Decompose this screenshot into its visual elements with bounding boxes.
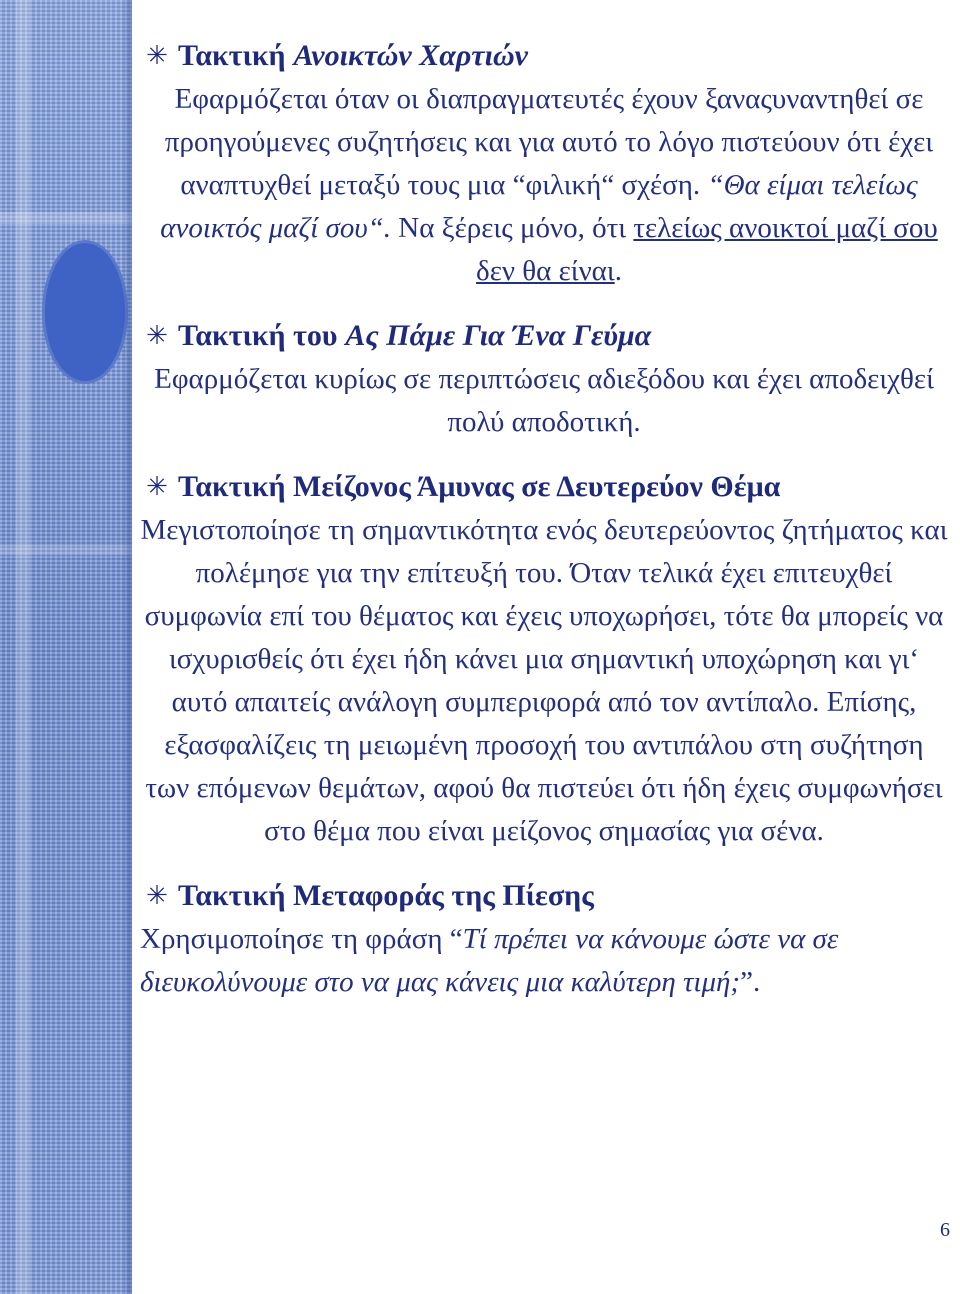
heading-title: Τακτική Μεταφοράς της Πίεσης [178,879,594,912]
body-end: ”. [740,966,761,998]
body-quote: “Θα είμαι τελείως ανοικτός μαζί σου“. [160,169,918,244]
asterisk-bullet-icon: ✳ [146,472,168,501]
section-body: Εφαρμόζεται κυρίως σε περιπτώσεις αδιεξόδου και έχει αποδειχθεί πολύ αποδοτική. [154,363,934,438]
sidebar-horizontal-stripe [0,212,132,224]
sidebar-horizontal-stripe-lower [0,545,132,555]
section-major-defense [140,465,948,853]
section-body [140,78,948,293]
page-number: 6 [940,1219,950,1241]
heading-italic: Ας Πάμε Για Ένα Γεύμα [345,319,652,352]
body-end: . [614,255,622,287]
asterisk-bullet-icon: ✳ [146,881,168,910]
body-text: Χρησιμοποίησε τη φράση “ [140,923,463,955]
sidebar-oval-ornament [42,240,128,384]
section-heading [140,314,948,358]
section-body [140,918,948,1004]
section-heading [140,874,948,918]
asterisk-bullet-icon: ✳ [146,41,168,70]
decorative-sidebar [0,0,132,1294]
heading-prefix: Τακτική του [178,319,338,352]
sidebar-edge-shadow [122,0,132,1294]
heading-title: Τακτική Μείζονος Άμυνας σε Δευτερεύον Θέμα [178,470,781,503]
body-text: Εφαρμόζεται όταν οι διαπραγματευτές έχουν ξαναςυναντηθεί σε προηγούμενες συζητήσεις και για αυτό το λόγο πιστεύουν ότι έχει αναπτυχθεί μεταξύ τους μια “φιλική“ σχέση. [164,83,934,201]
section-lunch [140,314,948,444]
section-body: Μεγιστοποίησε τη σημαντικότητα ενός δευτερεύοντος ζητήματος και πολέμησε για την επίτευξή του. Όταν τελικά έχει επιτευχθεί συμφωνία επί του θέματος και έχεις υποχωρήσει, τότε θα μπορείς να ισχυρισθείς ότι έχει ήδη κάνει μια σημαντική υποχώρηση και γι‘ αυτό απαιτείς ανάλογη συμπεριφορά από τον αντίπαλο. Επίσης, εξασφαλίζεις τη μειωμένη προσοχή του αντιπάλου στη συζήτηση των επόμενων θεμάτων, αφού θα πιστεύει ότι ήδη έχεις συμφωνήσει στο θέμα που είναι μείζονος σημασίας για σένα. [140,514,948,847]
section-pressure-transfer [140,874,948,1004]
sidebar-vertical-stripe [16,0,30,1294]
heading-italic: Ανοικτών Χαρτιών [293,39,528,72]
heading-prefix: Τακτική [178,39,286,72]
slide-content [140,34,948,1004]
section-open-cards [140,34,948,293]
body-text-2: Να ξέρεις μόνο, ότι [398,212,627,244]
asterisk-bullet-icon: ✳ [146,321,168,350]
section-heading [140,34,948,78]
body-underlined: τελείως ανοικτοί μαζί σου δεν θα είναι [476,212,938,287]
body-quote: Τί πρέπει να κάνουμε ώστε να σε διευκολύνουμε στο να μας κάνεις μια καλύτερη τιμή; [140,923,839,998]
section-heading [140,465,948,509]
